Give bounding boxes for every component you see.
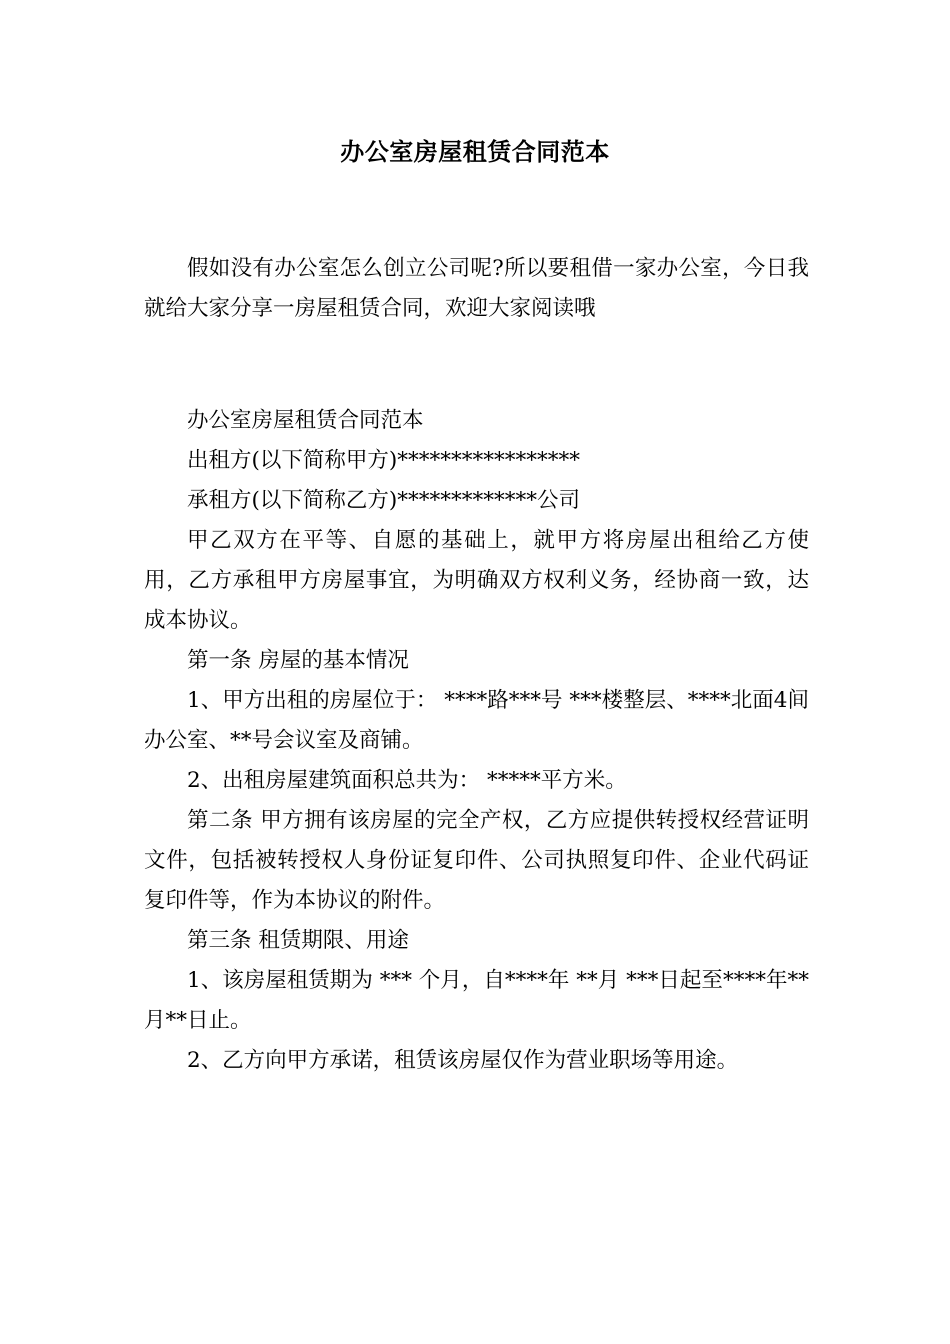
intro-paragraph: 假如没有办公室怎么创立公司呢?所以要租借一家办公室，今日我就给大家分享一房屋租赁合同，欢迎大家阅读哦 <box>144 256 809 321</box>
article-3-item-2: 2、乙方向甲方承诺，租赁该房屋仅作为营业职场等用途。 <box>187 1048 739 1073</box>
article-1-item-1: 1、甲方出租的房屋位于： ****路***号 ***楼整层、****北面4间办公室、**号会议室及商铺。 <box>144 688 809 753</box>
article-1-heading: 第一条 房屋的基本情况 <box>187 648 409 673</box>
lessee-line: 承租方(以下简称乙方)*************公司 <box>187 488 581 513</box>
article-1-item-2: 2、出租房屋建筑面积总共为： *****平方米。 <box>187 768 627 793</box>
document-title: 办公室房屋租赁合同范本 <box>340 138 610 166</box>
article-3-item-1: 1、该房屋租赁期为 *** 个月，自****年 **月 ***日起至****年**月**日止。 <box>144 968 809 1033</box>
agreement-paragraph: 甲乙双方在平等、自愿的基础上，就甲方将房屋出租给乙方使用，乙方承租甲方房屋事宜，为明确双方权利义务，经协商一致，达成本协议。 <box>144 528 809 633</box>
article-3-heading: 第三条 租赁期限、用途 <box>187 928 409 953</box>
article-2-paragraph: 第二条 甲方拥有该房屋的完全产权，乙方应提供转授权经营证明文件，包括被转授权人身份证复印件、公司执照复印件、企业代码证复印件等，作为本协议的附件。 <box>144 808 809 913</box>
lessor-line: 出租方(以下简称甲方)***************** <box>187 448 581 473</box>
document-body <box>144 249 809 1081</box>
contract-heading: 办公室房屋租赁合同范本 <box>187 408 424 433</box>
